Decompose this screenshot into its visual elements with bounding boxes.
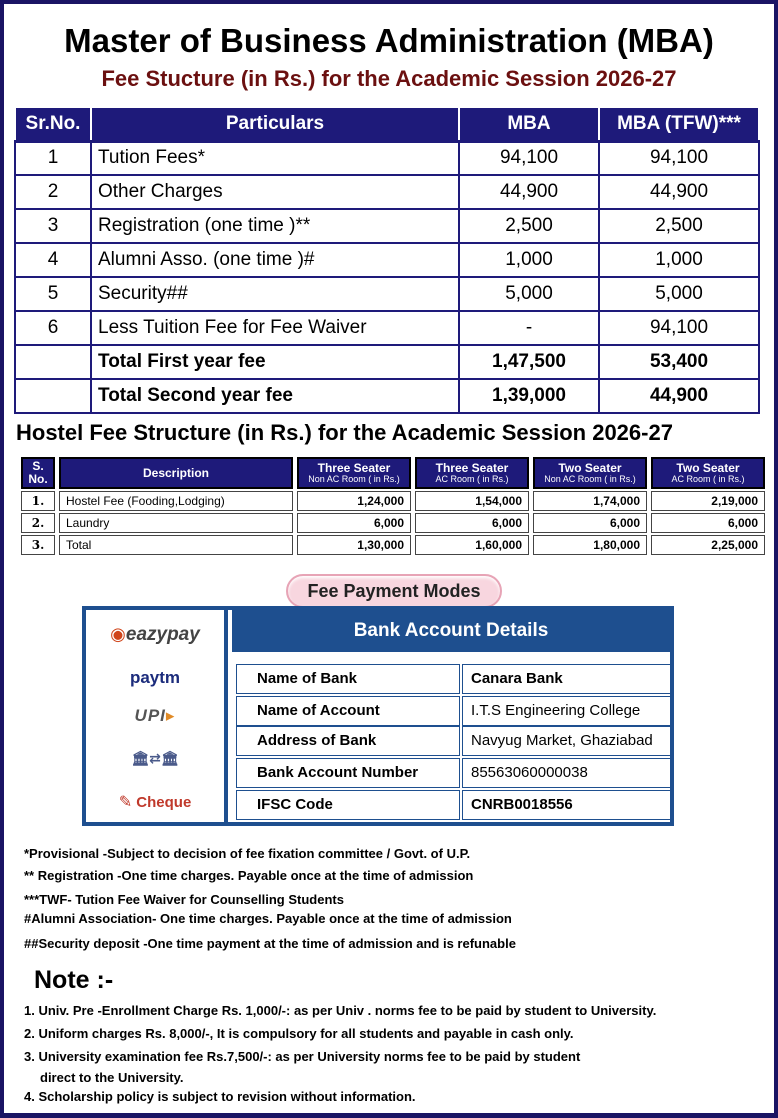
row-v1: 6,000 <box>297 513 411 533</box>
row-v4: 2,19,000 <box>651 491 765 511</box>
row-particular: Less Tuition Fee for Fee Waiver <box>91 311 459 345</box>
empty-cell <box>15 345 91 379</box>
row-sr: 5 <box>15 277 91 311</box>
bank-label: Bank Account Number <box>236 758 460 788</box>
note-heading: Note :- <box>34 966 114 994</box>
header-two-ac <box>651 457 765 489</box>
header-three-ac <box>415 457 529 489</box>
table-row <box>15 175 759 209</box>
bank-row-account-number <box>236 758 674 788</box>
row-v4: 6,000 <box>651 513 765 533</box>
bank-label: Name of Bank <box>236 664 460 694</box>
header-sub: Non AC Room ( in Rs.) <box>308 473 400 484</box>
page-title: Master of Business Administration (MBA) <box>64 22 714 59</box>
row-sr: 4 <box>15 243 91 277</box>
paytm-label: paytm <box>129 668 181 687</box>
row-tfw: 94,100 <box>599 141 759 175</box>
row-v3: 6,000 <box>533 513 647 533</box>
fee-table-header <box>15 107 759 141</box>
header-particulars: Particulars <box>91 107 459 141</box>
header-three-nonac <box>297 457 411 489</box>
bank-value: 85563060000038 <box>462 758 674 788</box>
bank-value: CNRB0018556 <box>462 790 674 820</box>
footnote: *Provisional -Subject to decision of fee fixation committee / Govt. of U.P. <box>24 846 471 861</box>
table-row <box>15 277 759 311</box>
row-mba: 94,100 <box>459 141 599 175</box>
header-main: Two Seater <box>676 460 740 475</box>
row-v1: 1,24,000 <box>297 491 411 511</box>
header-mba-tfw: MBA (TFW)*** <box>599 107 759 141</box>
note-item-continuation: direct to the University. <box>40 1070 184 1085</box>
bank-row-account-name <box>236 696 674 726</box>
table-row <box>21 535 765 555</box>
row-desc: Laundry <box>59 513 293 533</box>
row-sr: 1 <box>15 141 91 175</box>
bank-value: Canara Bank <box>462 664 674 694</box>
hostel-title: Hostel Fee Structure (in Rs.) for the Academic Session 2026-27 <box>16 420 673 445</box>
row-sn: 1. <box>21 491 55 511</box>
total-mba: 1,47,500 <box>459 345 599 379</box>
header-sno-label: S. No. <box>28 459 48 486</box>
row-sr: 2 <box>15 175 91 209</box>
row-sr: 6 <box>15 311 91 345</box>
header-sno <box>21 457 55 489</box>
payment-modes-list <box>86 610 228 822</box>
empty-cell <box>15 379 91 413</box>
paytm-logo <box>86 668 224 688</box>
row-v4: 2,25,000 <box>651 535 765 555</box>
row-v2: 1,54,000 <box>415 491 529 511</box>
bank-label: IFSC Code <box>236 790 460 820</box>
bank-row-name <box>236 664 674 694</box>
row-desc: Hostel Fee (Fooding,Lodging) <box>59 491 293 511</box>
header-srno: Sr.No. <box>15 107 91 141</box>
row-mba: 44,900 <box>459 175 599 209</box>
header-description-label: Description <box>142 465 209 480</box>
row-sr: 3 <box>15 209 91 243</box>
table-row <box>15 141 759 175</box>
cheque-label: Cheque <box>136 794 192 811</box>
row-particular: Other Charges <box>91 175 459 209</box>
row-v2: 6,000 <box>415 513 529 533</box>
row-tfw: 2,500 <box>599 209 759 243</box>
header-sub: AC Room ( in Rs.) <box>435 473 509 484</box>
bank-label: Name of Account <box>236 696 460 726</box>
header-description <box>59 457 293 489</box>
row-sn: 2. <box>21 513 55 533</box>
bank-row-address <box>236 726 674 756</box>
total-tfw: 44,900 <box>599 379 759 413</box>
header-sub: AC Room ( in Rs.) <box>671 473 745 484</box>
fee-payment-modes-heading: Fee Payment Modes <box>286 574 502 608</box>
row-tfw: 1,000 <box>599 243 759 277</box>
table-row <box>15 311 759 345</box>
note-item: 3. University examination fee Rs.7,500/-: as per University norms fee to be paid by student <box>24 1049 581 1064</box>
bank-row-ifsc <box>236 790 674 820</box>
header-sub: Non AC Room ( in Rs.) <box>544 473 636 484</box>
row-tfw: 94,100 <box>599 311 759 345</box>
cheque-logo <box>86 792 224 812</box>
table-row <box>15 209 759 243</box>
footnote: #Alumni Association- One time charges. Payable once at the time of admission <box>24 911 512 926</box>
page-subtitle: Fee Stucture (in Rs.) for the Academic Session 2026-27 <box>101 66 677 91</box>
note-item: 4. Scholarship policy is subject to revision without information. <box>24 1089 416 1104</box>
row-sn: 3. <box>21 535 55 555</box>
upi-logo: UPI▸ <box>134 706 176 725</box>
footnote: ** Registration -One time charges. Payable once at the time of admission <box>24 868 474 883</box>
payment-panel <box>82 606 674 826</box>
row-desc: Total <box>59 535 293 555</box>
header-mba: MBA <box>459 107 599 141</box>
row-v2: 1,60,000 <box>415 535 529 555</box>
total-tfw: 53,400 <box>599 345 759 379</box>
row-v1: 1,30,000 <box>297 535 411 555</box>
table-row <box>15 243 759 277</box>
header-main: Three Seater <box>317 460 391 475</box>
header-main: Two Seater <box>558 460 622 475</box>
row-mba: 1,000 <box>459 243 599 277</box>
row-v3: 1,74,000 <box>533 491 647 511</box>
hostel-table-header <box>21 457 765 489</box>
row-mba: 5,000 <box>459 277 599 311</box>
eazypay-label: eazypay <box>125 624 200 645</box>
row-mba: - <box>459 311 599 345</box>
total-label: Total First year fee <box>91 345 459 379</box>
row-particular: Registration (one time )** <box>91 209 459 243</box>
row-mba: 2,500 <box>459 209 599 243</box>
row-tfw: 44,900 <box>599 175 759 209</box>
bank-value: Navyug Market, Ghaziabad <box>462 726 674 756</box>
header-two-nonac <box>533 457 647 489</box>
note-item: 1. Univ. Pre -Enrollment Charge Rs. 1,000/-: as per Univ . norms fee to be paid by student to University. <box>24 1003 657 1018</box>
footnote: ***TWF- Tution Fee Waiver for Counselling Students <box>24 892 344 907</box>
cheque-icon: ✎ <box>118 794 133 811</box>
table-row <box>21 513 765 533</box>
bank-details-heading: Bank Account Details <box>232 610 670 652</box>
row-particular: Alumni Asso. (one time )# <box>91 243 459 277</box>
total-label: Total Second year fee <box>91 379 459 413</box>
header-main: Three Seater <box>435 460 509 475</box>
row-particular: Security## <box>91 277 459 311</box>
hostel-fee-table <box>17 455 769 557</box>
mba-fee-table <box>14 106 760 414</box>
total-row-first-year <box>15 345 759 379</box>
upi-label: UPI <box>134 706 166 725</box>
row-tfw: 5,000 <box>599 277 759 311</box>
bank-transfer-icon: 🏛⇄🏛 <box>131 750 179 766</box>
eazypay-logo: ◉eazypay <box>110 624 200 645</box>
total-row-second-year <box>15 379 759 413</box>
row-particular: Tution Fees* <box>91 141 459 175</box>
bank-label: Address of Bank <box>236 726 460 756</box>
bank-value: I.T.S Engineering College <box>462 696 674 726</box>
note-item: 2. Uniform charges Rs. 8,000/-, It is compulsory for all students and payable in cash only. <box>24 1026 574 1041</box>
table-row <box>21 491 765 511</box>
total-mba: 1,39,000 <box>459 379 599 413</box>
footnote: ##Security deposit -One time payment at the time of admission and is refunable <box>24 936 516 951</box>
row-v3: 1,80,000 <box>533 535 647 555</box>
